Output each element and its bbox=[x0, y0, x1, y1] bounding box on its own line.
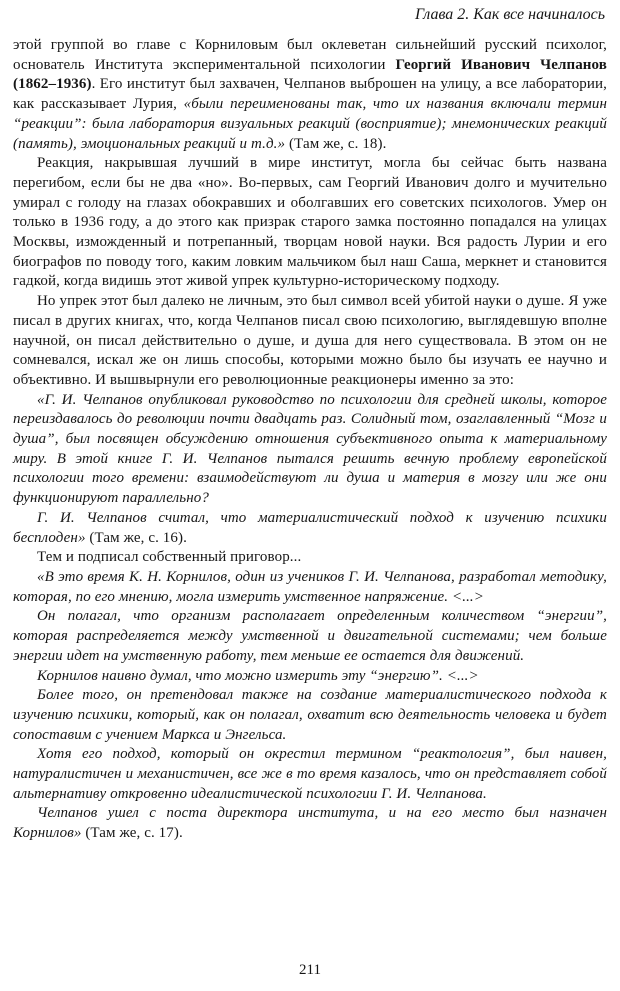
text-segment-italic: Более того, он претендовал также на создание материалистического подхода к изучению психики, который, как он полагал, охватит всю деятельность человека и будет сопоставим с учением Маркса и Энгельса. bbox=[13, 687, 607, 743]
text-segment-italic: «Г. И. Челпанов опубликовал руководство по психологии для средней школы, которое переиздавалось до революции почти двадцать раз. Солидный том, озаглавленный “Мозг и душа”, был посвящен обсуждению отношения субъективного опыта к материальному миру. В этой книге Г. И. Челпанов пытался решить вечную проблему европейской психологии того времени: взаимодействуют ли душа и материя в мозгу или же они функционируют параллельно? bbox=[13, 391, 607, 507]
text-segment-bold: Георгий Иванович Челпанов (1862–1936) bbox=[13, 56, 607, 93]
paragraph bbox=[13, 36, 607, 154]
paragraph bbox=[13, 292, 607, 391]
text-segment-normal: Реакция, накрывшая лучший в мире институт, могла бы сейчас быть названа перегибом, если бы не два «но». Во-первых, сам Георгий Иванович долго и мучительно умирал с голоду на глазах обокравших и оболгавших его советских психологов. Умер он только в 1936 году, а до этого как призрак старого замка постоянно попадался на улицах Москвы, изможденный и потрепанный, творцам новой науки. Вся радость Лурии и его биографов по поводу того, каким ловким мальчиком был наш Саша, меркнет и становится гадкой, когда видишь этот живой упрек культурно-историческому подходу. bbox=[13, 155, 607, 290]
text-segment-italic: «В это время К. Н. Корнилов, один из учеников Г. И. Челпанова, разработал методику, которая, по его мнению, могла измерить умственное напряжение. <...> bbox=[13, 568, 607, 605]
text-segment-italic: «были переименованы так, что их названия включали термин “реакции”: была лаборатория визуальных реакций (восприятие); мнемонических реакций (память), эмоциональных реакций и т.д.» bbox=[13, 96, 607, 152]
text-segment-normal: . Его институт был захвачен, Челпанов выброшен на улицу, а все лаборатории, как рассказывает Лурия, bbox=[13, 76, 607, 113]
paragraph bbox=[13, 745, 607, 804]
paragraph bbox=[13, 509, 607, 548]
body-text bbox=[13, 36, 607, 844]
page-number: 211 bbox=[299, 962, 321, 978]
text-segment-italic: Челпанов ушел с поста директора института, и на его место был назначен Корнилов» bbox=[13, 805, 607, 842]
text-segment-normal: Тем и подписал собственный приговор... bbox=[37, 549, 302, 566]
text-segment-italic: Он полагал, что организм располагает определенным количеством “энергии”, которая распределяется между умственной и двигательной системами; чем больше энергии идет на умственную работу, тем меньше ее остается для движений. bbox=[13, 608, 607, 664]
text-segment-italic: Хотя его подход, который он окрестил термином “реактология”, был наивен, натуралистичен и механистичен, все же в то время казалось, что он представляет собой альтернативу откровенно идеалистической психологии Г. И. Челпанова. bbox=[13, 746, 607, 802]
text-segment-normal: (Там же, с. 18). bbox=[285, 135, 387, 152]
running-head: Глава 2. Как все начиналось bbox=[415, 6, 605, 23]
paragraph bbox=[13, 607, 607, 666]
paragraph bbox=[13, 548, 607, 568]
text-segment-italic: Г. И. Челпанов считал, что материалистический подход к изучению психики бесплоден» bbox=[13, 509, 607, 546]
text-segment-normal: (Там же, с. 17). bbox=[81, 825, 183, 842]
text-segment-normal: Но упрек этот был далеко не личным, это был символ всей убитой науки о душе. Я уже писал в других книгах, что, когда Челпанов писал свою психологию, выглядевшую вполне научной, он писал действительно о душе, и душа для него существовала. В этом он не сомневался, искал же он лишь способы, которыми можно было бы изучать ее научно и объективно. И вышвырнули его революционные реакционеры именно за это: bbox=[13, 293, 607, 388]
text-segment-italic: Корнилов наивно думал, что можно измерить эту “энергию”. <...> bbox=[37, 667, 479, 684]
paragraph bbox=[13, 391, 607, 509]
text-segment-normal: (Там же, с. 16). bbox=[85, 529, 187, 546]
paragraph bbox=[13, 154, 607, 292]
paragraph bbox=[13, 667, 607, 687]
text-segment-normal: этой группой во главе с Корниловым был оклеветан сильнейший русский психолог, основатель Института экспериментальной психологии bbox=[13, 37, 607, 73]
paragraph bbox=[13, 686, 607, 745]
paragraph bbox=[13, 568, 607, 607]
paragraph bbox=[13, 804, 607, 843]
